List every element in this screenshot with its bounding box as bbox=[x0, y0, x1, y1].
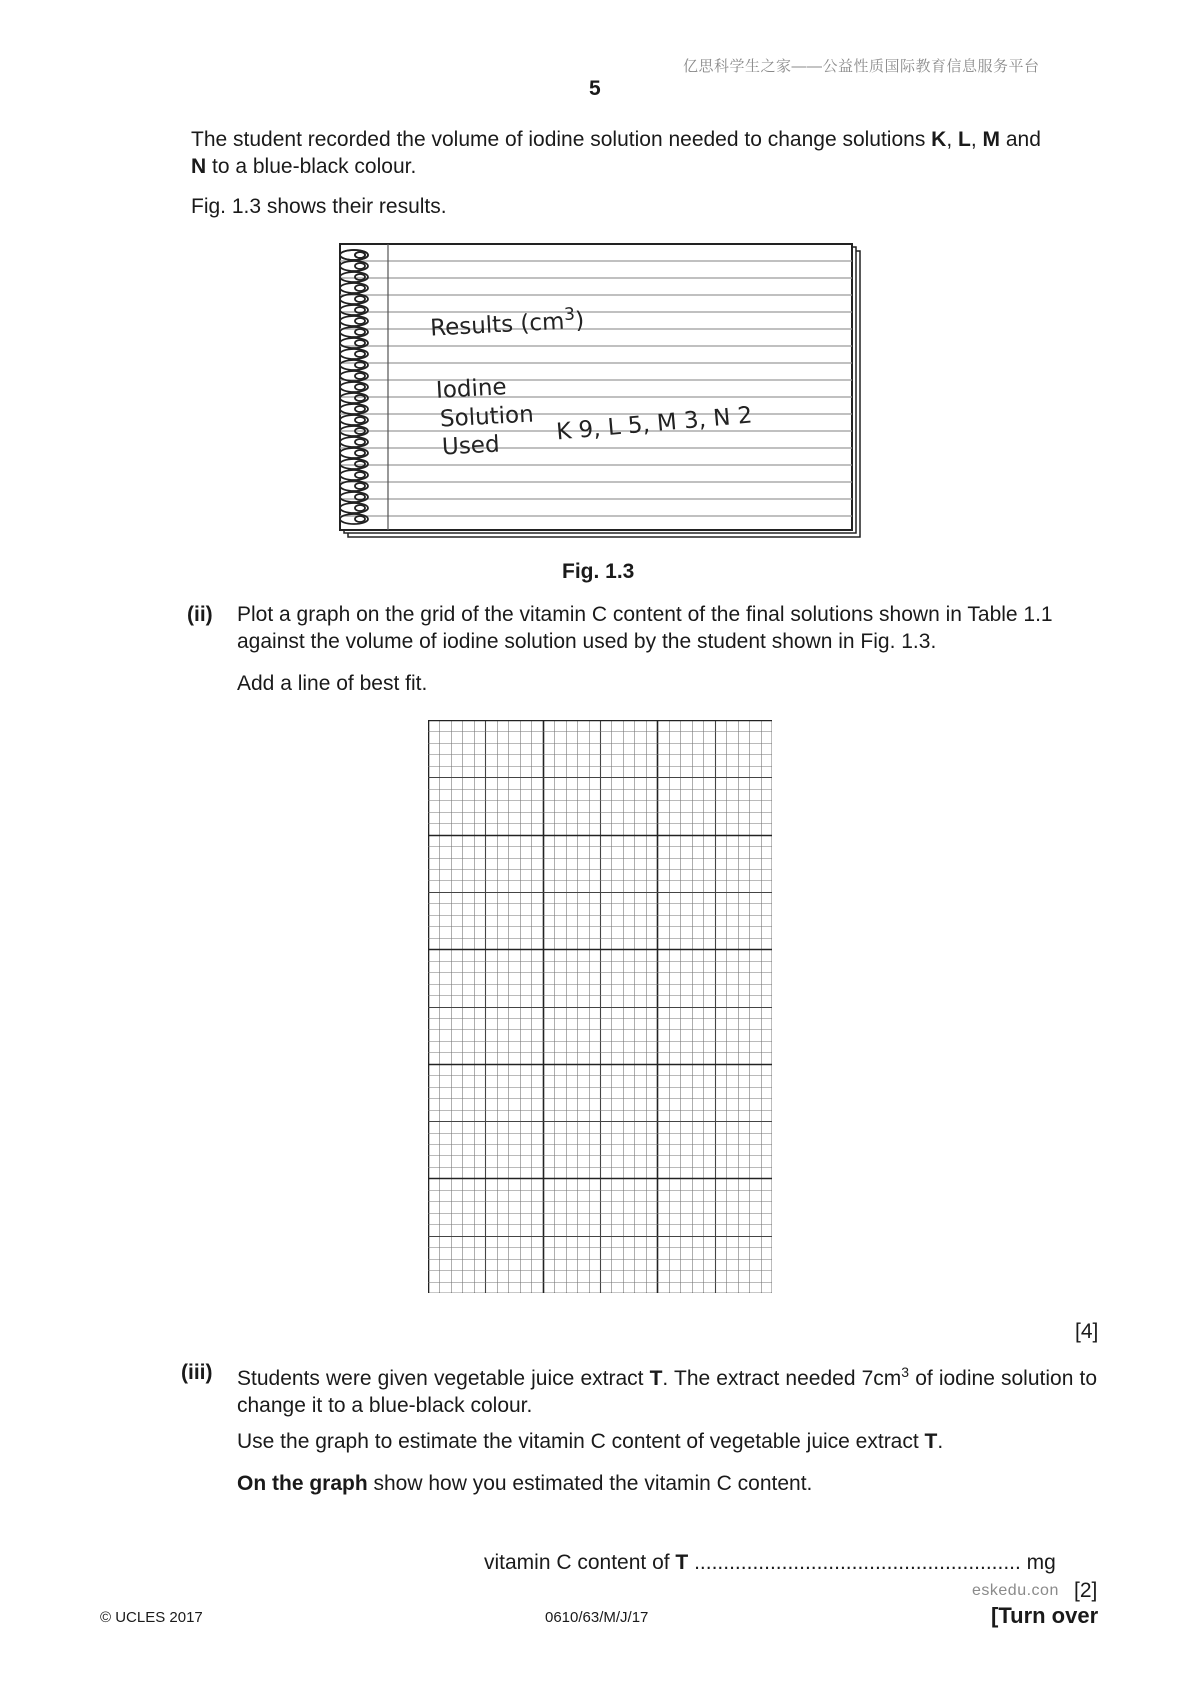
answer-input[interactable]: ........................................................ bbox=[694, 1551, 1021, 1574]
question-ii-text: Plot a graph on the grid of the vitamin C content of the final solutions shown in Table 1.1 against the volume of iodine solution used by the student shown in Fig. 1.3. bbox=[237, 603, 1053, 653]
notebook-values: K 9, L 5, M 3, N 2 bbox=[555, 402, 754, 446]
question-iii-label: (iii) bbox=[181, 1361, 213, 1384]
question-iii-marks: [2] bbox=[1074, 1579, 1098, 1602]
footer-code: 0610/63/M/J/17 bbox=[545, 1609, 649, 1626]
watermark-site: eskedu.con bbox=[972, 1582, 1059, 1599]
notebook-figure bbox=[330, 243, 865, 543]
notebook-drawing bbox=[330, 243, 865, 543]
notebook-line-iodine: Iodine bbox=[435, 374, 508, 404]
graph-grid-svg[interactable] bbox=[428, 720, 772, 1293]
question-ii-label: (ii) bbox=[187, 603, 213, 626]
page-number: 5 bbox=[589, 77, 601, 100]
question-iii-on-graph: On the graph show how you estimated the vitamin C content. bbox=[237, 1472, 813, 1495]
graph-grid[interactable] bbox=[428, 720, 772, 1293]
figure-caption: Fig. 1.3 bbox=[562, 560, 635, 583]
fig-reference: Fig. 1.3 shows their results. bbox=[191, 195, 447, 218]
question-iii-use-graph: Use the graph to estimate the vitamin C content of vegetable juice extract T. bbox=[237, 1430, 944, 1453]
notebook-results-heading: Results $(cm^3)$ bbox=[429, 304, 585, 342]
watermark-header: 亿思科学生之家——公益性质国际教育信息服务平台 bbox=[683, 58, 1040, 75]
footer-copyright: © UCLES 2017 bbox=[100, 1609, 203, 1626]
answer-line: vitamin C content of T ........................................................ mg bbox=[484, 1551, 1056, 1574]
notebook-line-used: Used bbox=[441, 431, 501, 461]
question-ii-instruction: Add a line of best fit. bbox=[237, 672, 428, 695]
question-ii-marks: [4] bbox=[1075, 1320, 1099, 1343]
question-iii-text: Students were given vegetable juice extract T. The extract needed $7cm^3$ of iodine solution to change it to a blue-black colour. bbox=[237, 1364, 1098, 1417]
intro-paragraph: The student recorded the volume of iodine solution needed to change solutions K, L, M and N to a blue-black colour. bbox=[191, 128, 1041, 178]
footer-turn-over: [Turn over bbox=[991, 1603, 1099, 1628]
notebook-line-solution: Solution bbox=[439, 401, 535, 433]
